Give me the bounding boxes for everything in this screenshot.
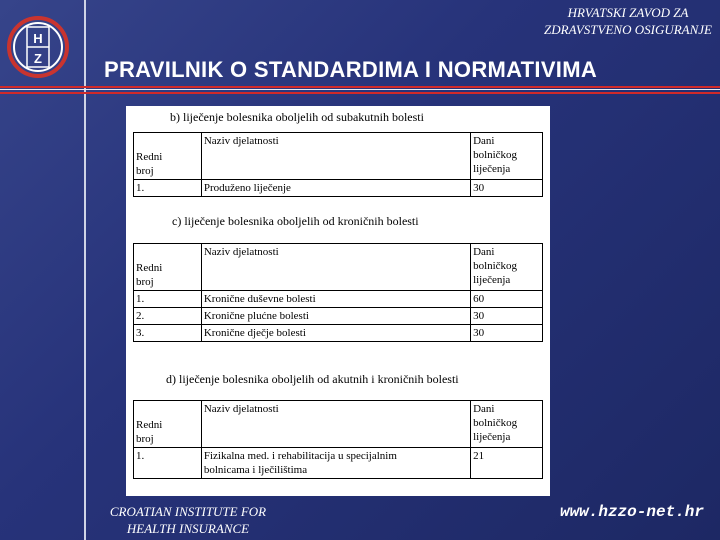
cell-no: 1. xyxy=(134,291,202,308)
org-line-1: HRVATSKI ZAVOD ZA xyxy=(567,5,689,20)
hzzo-emblem-icon xyxy=(6,12,70,82)
cell-no: 2. xyxy=(134,308,202,325)
footer-org-english xyxy=(92,503,284,537)
cell-name: Kronične plućne bolesti xyxy=(201,308,470,325)
section-c-heading: c) liječenje bolesnika oboljelih od kroničnih bolesti xyxy=(172,214,419,228)
header-naziv: Naziv djelatnosti xyxy=(201,244,470,291)
section-b-heading: b) liječenje bolesnika oboljelih od subakutnih bolesti xyxy=(170,110,424,124)
header-dani: Dani bolničkog liječenja xyxy=(471,401,543,448)
slide-title: PRAVILNIK O STANDARDIMA I NORMATIVIMA xyxy=(104,57,598,82)
white-rule xyxy=(0,89,720,90)
table-row xyxy=(134,291,543,308)
header-redni-broj: Redni broj xyxy=(134,244,202,291)
table-subacute xyxy=(133,132,543,197)
header-dani: Dani bolničkog liječenja xyxy=(471,133,543,180)
table-row xyxy=(134,325,543,342)
table-header-row xyxy=(134,401,543,448)
table-chronic xyxy=(133,243,543,342)
cell-days: 30 xyxy=(471,325,543,342)
organization-name xyxy=(544,4,712,38)
header-naziv: Naziv djelatnosti xyxy=(201,133,470,180)
table-acute-chronic xyxy=(133,400,543,479)
footer-line-2: HEALTH INSURANCE xyxy=(126,521,250,536)
cell-name: Kronične duševne bolesti xyxy=(201,291,470,308)
cell-name: Kronične dječje bolesti xyxy=(201,325,470,342)
cell-days: 60 xyxy=(471,291,543,308)
header-naziv: Naziv djelatnosti xyxy=(201,401,470,448)
table-row xyxy=(134,448,543,479)
footer-line-1: CROATIAN INSTITUTE FOR xyxy=(109,504,267,519)
table-header-row xyxy=(134,133,543,180)
svg-text:Z: Z xyxy=(34,51,42,66)
cell-days: 30 xyxy=(471,180,543,197)
header-redni-broj: Redni broj xyxy=(134,401,202,448)
vertical-divider xyxy=(84,0,86,540)
svg-text:H: H xyxy=(33,31,43,46)
header-redni-broj: Redni broj xyxy=(134,133,202,180)
cell-no: 1. xyxy=(134,180,202,197)
table-row xyxy=(134,308,543,325)
cell-name: Fizikalna med. i rehabilitacija u specijalnim bolnicama i lječilištima xyxy=(201,448,470,479)
header-dani: Dani bolničkog liječenja xyxy=(471,244,543,291)
cell-days: 30 xyxy=(471,308,543,325)
red-rule-bottom xyxy=(0,92,720,94)
red-rule-top xyxy=(0,86,720,88)
table-header-row xyxy=(134,244,543,291)
website-url[interactable]: www.hzzo-net.hr xyxy=(559,503,704,521)
cell-days: 21 xyxy=(471,448,543,479)
section-d-heading: d) liječenje bolesnika oboljelih od akutnih i kroničnih bolesti xyxy=(166,372,459,386)
cell-no: 1. xyxy=(134,448,202,479)
cell-name: Produženo liječenje xyxy=(201,180,470,197)
table-row xyxy=(134,180,543,197)
org-line-2: ZDRAVSTVENO OSIGURANJE xyxy=(544,22,712,37)
cell-no: 3. xyxy=(134,325,202,342)
